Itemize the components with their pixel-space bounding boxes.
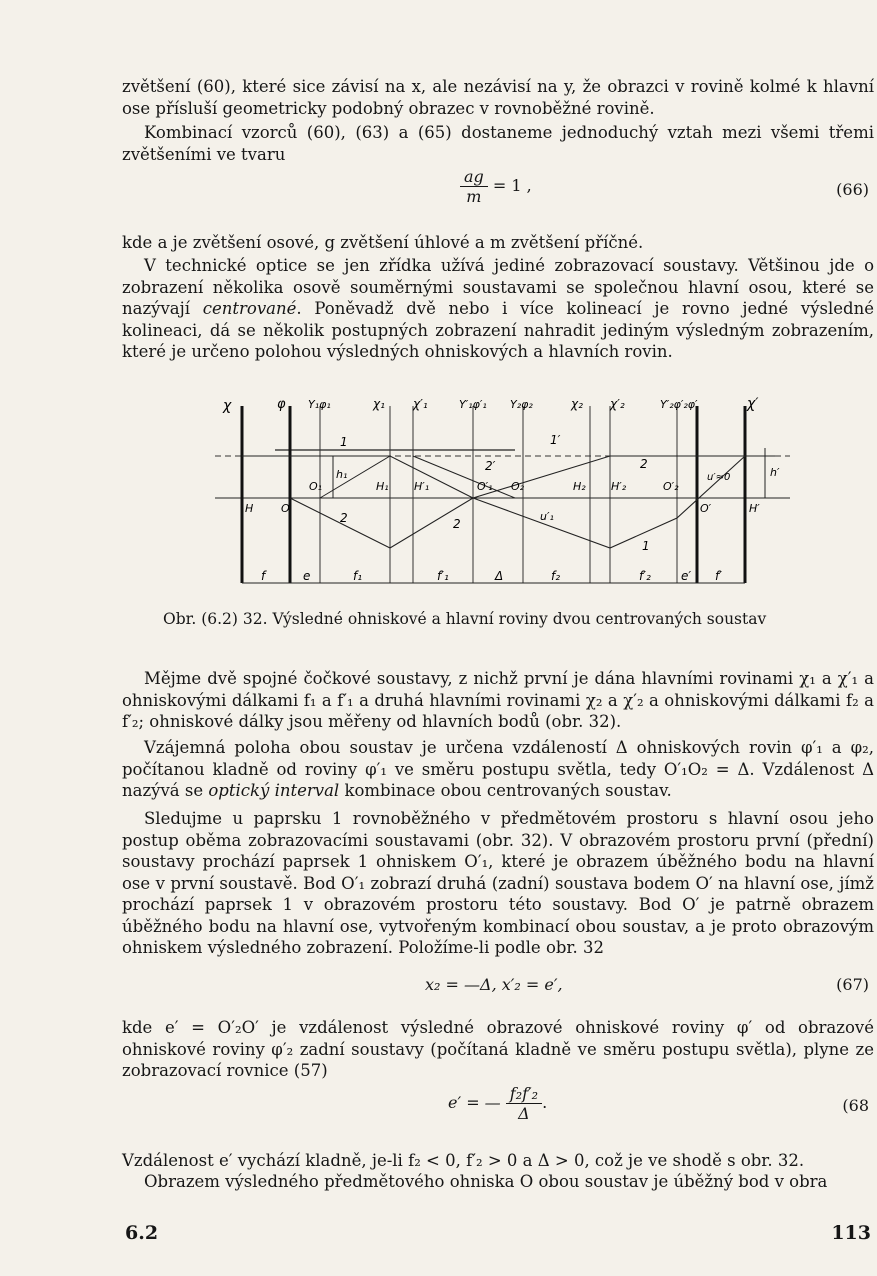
label-H-prime: H′ [749,502,760,515]
equation-66 [460,167,532,206]
label-h-prime: h′ [770,466,780,479]
dist-e: e [303,569,311,583]
dist-f2-prime: f′₂ [639,569,651,583]
label-chi1: χ₁ [373,397,385,411]
label-chi2-prime: χ′₂ [610,397,625,411]
ray-label-2c: 2 [640,457,648,471]
label-chi: χ [223,398,232,414]
equation-67: x₂ = —Δ, x′₂ = e′, [425,975,563,994]
eq66-numerator: ag [460,167,488,187]
paragraph-4 [122,255,874,363]
ray-label-2b: 2 [453,517,461,531]
paragraph-10: Obrazem výsledného předmětového ohniska O obou soustav je úběžný bod v obra [144,1172,828,1191]
dist-f-prime: f′ [715,569,722,583]
eq66-denominator: m [466,187,482,206]
equation-68: e′ = — $\frac{\text{f₂f′₂}}{\Delta}$ . [448,1084,548,1123]
eq68-lhs: e′ = — [448,1093,501,1112]
ray-label-1-prime: 1′ [550,433,561,447]
label-O1-prime: O′₁ [477,480,493,493]
figure-32 [215,388,805,598]
label-chi-prime: χ′ [747,396,759,412]
label-phi: φ [277,397,286,412]
label-H: H [245,502,254,515]
paragraph-1: zvětšení (60), které sice závisí na x, ale nezávisí na y, že obrazci v rovině kolmé k hlavní ose přísluší geometricky podobný obrazec v rovnoběžné rovině. [122,77,874,118]
label-O1: O₁ [309,480,323,493]
label-u-prime: u′≈0 [707,472,731,483]
dist-delta: Δ [495,569,504,583]
paragraph-7: Sledujme u paprsku 1 rovnoběžného v předmětovém prostoru s hlavní osou jeho postup oběma zobrazovacími soustavami (obr. 32). V obrazovém prostoru první (přední) soustavy prochází paprsek 1 ohniskem O′₁, které je obrazem úběžného bodu na hlavní ose v první soustavě. Bod O′₁ zobrazí druhá (zadní) soustava bodem O′ na hlavní ose, jímž prochází paprsek 1 v obrazovém prostoru této soustavy. Bod O′ je patrně obrazem úběžného bodu na hlavní ose, vytvořeným kombinací obou soustav, a je proto obrazovým ohniskem výsledného zobrazení. Položíme-li podle obr. 32 [122,809,874,957]
label-H1-prime: H′₁ [414,480,430,493]
paragraph-3: kde a je zvětšení osové, g zvětšení úhlové a m zvětšení příčné. [122,233,644,252]
dist-e-prime: e′ [681,569,692,583]
label-H2: H₂ [573,480,586,493]
label-chi2: χ₂ [571,397,583,411]
label-phi1: Y₁φ₁ [308,398,331,411]
label-H2-prime: H′₂ [611,480,627,493]
equation-67-label: (67) [836,975,869,994]
paragraph-6 [122,737,874,802]
paragraph-9: Vzdálenost e′ vychází kladně, je-li f₂ < 0, f′₂ > 0 a Δ > 0, což je ve shodě s obr. 32. [122,1151,805,1170]
label-O2-prime: O′₂ [663,480,679,493]
eq66-rest: = 1 , [492,176,532,195]
paragraph-5: Mějme dvě spojné čočkové soustavy, z nichž první je dána hlavními rovinami χ₁ a χ′₁ a ohniskovými dálkami f₁ a f′₁ a druhá hlavními rovinami χ₂ a χ′₂ a ohniskovými dálkami f₂ a f′₂; ohniskové dálky jsou měřeny od hlavních bodů (obr. 32). [122,669,874,731]
figure-caption: Obr. (6.2) 32. Výsledné ohniskové a hlavní roviny dvou centrovaných soustav [163,610,767,628]
paragraph-6-term: optický interval [208,781,340,800]
ray-label-2a: 2 [340,511,348,525]
ray-label-1: 1 [340,435,348,449]
paragraph-4-a: V technické optice se jen zřídka užívá jediné zobrazovací soustavy. Většinou jde o zobrazení několika osově souměrnými soustavami se společnou hlavní osou, které se nazývají [122,256,874,318]
label-O-prime: O′ [700,502,712,515]
label-chi1-prime: χ′₁ [413,397,428,411]
paragraph-4-term: centrované [202,299,297,318]
paragraph-6-c: kombinace obou centrovaných soustav. [339,781,672,800]
label-O: O [281,502,290,515]
dist-f2: f₂ [551,569,561,583]
dist-f: f [261,569,266,583]
dist-f1-prime: f′₁ [437,569,449,583]
paragraph-4-c: . Poněvadž dvě nebo i více kolineací je rovno jedné výsledné kolineaci, dá se několik postupných zobrazení nahradit jediným výsledným zobrazením, které je určeno polohou výsledných ohniskových a hlavních rovin. [122,299,874,361]
eq68-denominator: Δ [518,1104,530,1123]
ray-label-1b: 1 [642,539,650,553]
label-phi-prime: Y′₂φ′₂φ′ [660,398,698,411]
label-O2: O₂ [511,480,525,493]
paragraph-2: Kombinací vzorců (60), (63) a (65) dostaneme jednoduchý vztah mezi všemi třemi zvětšeními ve tvaru [122,123,874,164]
label-phi1-prime: Y′₁φ′₁ [459,398,487,411]
equation-68-label: (68 [842,1096,869,1115]
paragraph-6-a: Vzájemná poloha obou soustav je určena vzdáleností Δ ohniskových rovin φ′₁ a φ₂, počítanou kladně od roviny φ′₁ ve směru postupu světla, tedy O′₁O₂ = Δ. Vzdálenost Δ nazývá se [122,738,874,800]
label-H1: H₁ [376,480,389,493]
paragraph-8: kde e′ = O′₂O′ je vzdálenost výsledné obrazové ohniskové roviny φ′ od obrazové ohniskové roviny φ′₂ zadní soustavy (počítaná kladně ve směru postupu světla), plyne ze zobrazovací rovnice (57) [122,1018,874,1080]
section-number: 6.2 [125,1222,159,1244]
label-phi2: Y₂φ₂ [510,398,533,411]
label-h1: h₁ [336,468,348,481]
equation-66-label: (66) [836,180,869,199]
label-u1-prime: u′₁ [540,510,554,523]
dist-f1: f₁ [353,569,363,583]
ray-label-2-prime: 2′ [485,459,496,473]
page-number: 113 [831,1222,871,1244]
eq68-numerator: f₂f′₂ [506,1084,542,1104]
